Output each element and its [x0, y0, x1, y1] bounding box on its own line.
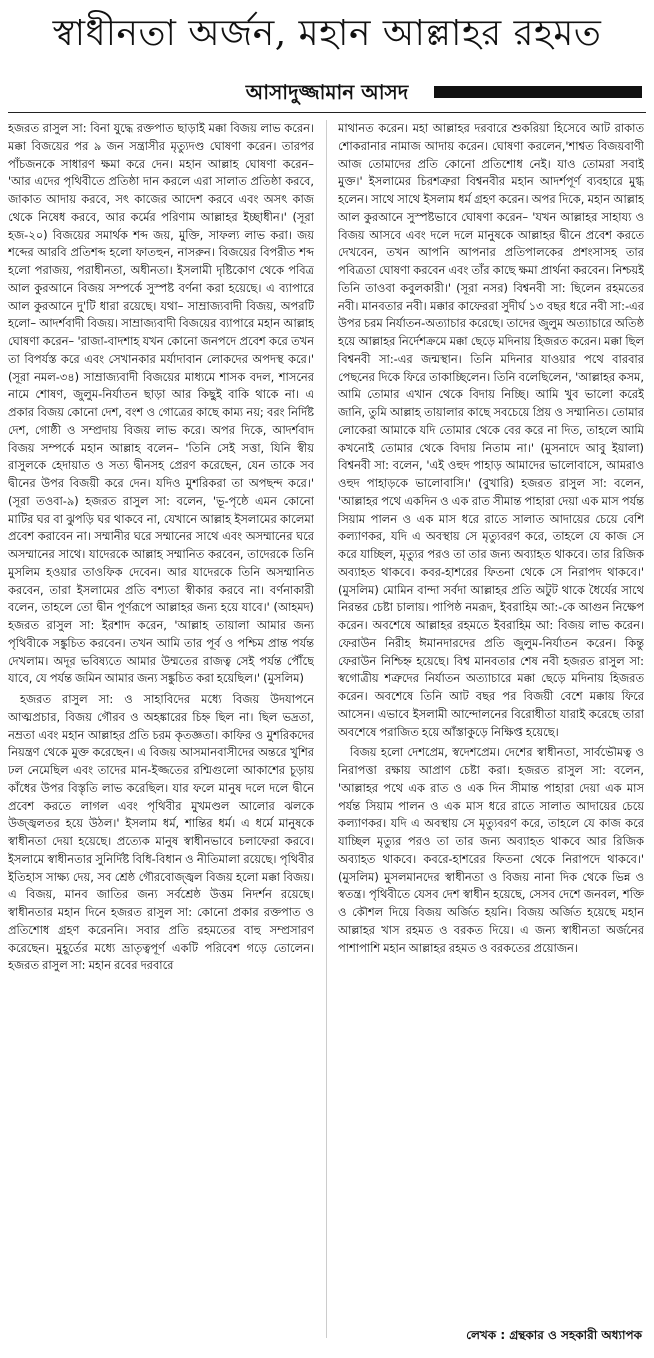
right-paragraph-1: মাথানত করেন। মহা আল্লাহর দরবারে শুকরিয়া হিসেবে আট রাকাত শোকরানার নামাজ আদায় করেন। ঘোষণা করলেন,'শাশ্বত বিজয়বাণী আজ তোমাদের প্রতি কোনো প্রতিশোধ নেই। যাও তোমরা সবাই মুক্ত।' ইসলামের চিরশত্রুরা বিশ্বনবীর মহান আদর্শপূর্ণ ব্যবহারে মুগ্ধ হলেন। সাথে সাথে ইসলাম ধর্ম গ্রহণ করেন। অপর দিকে, মহান আল্লাহ আল কুরআনে সুস্পষ্টভাবে ঘোষণা করেন– 'যখন আল্লাহর সাহায্য ও বিজয় আসবে এবং দলে দলে মানুষকে আল্লাহর দ্বীনে প্রবেশ করতে দেখবেন, তখন আপনি আপনার প্রতিপালকের প্রশংসাসহ তার পবিত্রতা ঘোষণা করবেন এবং তাঁর কাছে ক্ষমা প্রার্থনা করবেন। নিশ্চয়ই তিনি তাওবা কবুলকারী।' (সূরা নসর) বিশ্বনবী সা: ছিলেন রহমতের নবী। মানবতার নবী। মক্কার কাফেররা সুদীর্ঘ ১৩ বছর ধরে নবী সা:-এর উপর চরম নির্যাতন-অত্যাচার করেছে। তাদের জুলুম অত্যাচারে অতিষ্ঠ হয়ে আল্লাহর নির্দেশক্রমে মক্কা ছেড়ে মদিনায় হিজরত করেন। মক্কা ছিল বিশ্বনবী সা:-এর জন্মস্থান। তিনি মদিনার যাওয়ার পথে বারবার পেছনের দিকে ফিরে তাকাচ্ছিলেন। তিনি বলেছিলেন, 'আল্লাহর কসম, আমি তোমার এখান থেকে বিদায় নিচ্ছি। আমি খুব ভালো করেই জানি, তুমি আল্লাহ তায়ালার কাছে সবচেয়ে প্রিয় ও সম্মানিত। তোমার লোকেরা আমাকে যদি তোমার থেকে বের করে না দিত, তাহলে আমি কখনোই তোমার থেকে বিদায় নিতাম না।' (মুসনাদে আবু ইয়ালা) বিশ্বনবী সা: বলেন, 'এই ওহুদ পাহাড় আমাদের ভালোবাসে, আমরাও ওহুদ পাহাড়কে ভালোবাসি।' (বুখারি) হজরত রাসুল সা: বলেন, 'আল্লাহর পথে একদিন ও এক রাত সীমান্ত পাহারা দেয়া এক মাস পর্যন্ত সিয়াম পালন ও এক মাস ধরে রাতে সালাত আদায়ের চেয়ে বেশি কল্যাণকর, যদি এ অবস্থায় সে মৃত্যুবরণ করে, তাহলে যে কাজ সে করে যাচ্ছিল, মৃত্যুর পরও তা তার জন্য অব্যাহত থাকবে। তার রিজিক অব্যাহত থাকবে। কবর-হাশরের ফিতনা থেকে সে নিরাপদ থাকবে।' (মুসলিম) মোমিন বান্দা সর্বদা আল্লাহর প্রতি অটুট থাকে ধৈর্যের সাথে নিরন্তর চেষ্টা চালায়। পাপিষ্ঠ নমরূদ, ইবরাহিম আ:-কে আগুন নিক্ষেপ করেন। অবশেষে আল্লাহর রহমতে ইবরাহিম আ: বিজয় লাভ করেন। ফেরাউন নিরীহ ঈমানদারদের প্রতি জুলুম-নির্যাতন করেন। কিন্তু ফেরাউন নিশ্চিহ্ন হয়েছে। বিশ্ব মানবতার শেষ নবী হজরত রাসুল সা: স্বগোত্রীয় শত্রুদের নির্যাতন অত্যাচারে মক্কা ছেড়ে মদিনায় হিজরত করেন। অবশেষে তিনি আট বছর পর বিজয়ী বেশে মক্কায় ফিরে আসেন। এভাবে ইসলামী আন্দোলনের বিরোধীতা যারাই করেছে তারা অবশেষে পরাজিত হয়ে আঁস্তাকুড়ে নিক্ষিপ্ত হয়েছে।	[338, 121, 644, 739]
left-paragraph-1: হজরত রাসুল সা: বিনা যুদ্ধে রক্তপাত ছাড়াই মক্কা বিজয় লাভ করেন। মক্কা বিজয়ের পর ৯ জন সন্ত্রাসীর মৃত্যুদণ্ড ঘোষণা করেন। তারপর পাঁচজনকে সাধারণ ক্ষমা করে দেন। মহান আল্লাহ ঘোষণা করেন– 'আর এদের পৃথিবীতে প্রতিষ্ঠা দান করলে এরা সালাত প্রতিষ্ঠা করবে, জাকাত আদায় করবে, সৎ কাজের আদেশ করবে এবং অসৎ কাজ থেকে নিষেধ করবে, আর কর্মের পরিণাম আল্লাহর ইচ্ছাধীন।' (সূরা হজ-২০) বিজয়ের সমার্থক শব্দ জয়, মুক্তি, সাফল্য লাভ করা। জয় শব্দের আরবি প্রতিশব্দ হলো ফাতহুন, নাসরুন। বিজয়ের বিপরীত শব্দ হলো পরাজয়, পরাধীনতা, অধীনতা। ইসলামী দৃষ্টিকোণ থেকে পবিত্র আল কুরআনে বিজয় সম্পর্কে সুস্পষ্ট বর্ণনা করা হয়েছে। এ ব্যাপারে আল কুরআনে দু'টি ধারা রয়েছে। যথা– সাম্রাজ্যবাদী বিজয়, অপরটি হলো– আদর্শবাদী বিজয়। সাম্রাজ্যবাদী বিজয়ের ব্যাপারে মহান আল্লাহ ঘোষণা করেন– 'রাজা-বাদশাহ যখন কোনো জনপদে প্রবেশ করে তখন তা বিপর্যস্ত করে এবং সেখানকার মর্যাদাবান লোকদের অপদস্থ করে।' (সূরা নমল-৩৪) সাম্রাজ্যবাদী বিজয়ের মাধ্যমে শাসক বদল, শাসনের নামে শোষণ, জুলুম-নির্যাতন ছাড়া আর কিছুই বাকি থাকে না। এ প্রকার বিজয় কোনো দেশ, বংশ ও গোত্রের কাছে কাম্য নয়; বরং নির্দিষ্ট দেশ, গোষ্ঠী ও সম্প্রদায় বিজয় লাভ করে। অপর দিকে, আদর্শবাদ বিজয় সম্পর্কে মহান আল্লাহ বলেন– 'তিনি সেই সত্তা, যিনি স্বীয় রাসুলকে হেদায়াত ও সত্য দ্বীনসহ প্রেরণ করেছেন, যেন তাকে সব দ্বীনের উপর বিজয়ী করে দেন। যদিও মুশরিকরা তা অপছন্দ করে।' (সূরা তওবা-৯) হজরত রাসুল সা: বলেন, 'ভূ-পৃষ্ঠে এমন কোনো মাটির ঘর বা ঝুপড়ি ঘর থাকবে না, যেখানে আল্লাহ ইসলামের কালেমা প্রবেশ করাবেন না। সম্মানীর ঘরে সম্মানের সাথে এবং অসম্মানের ঘরে অসম্মানের সাথে। যাদেরকে আল্লাহ সম্মানিত করবেন, তাদেরকে তিনি মুসলিম হওয়ার তাওফিক দেবেন। আর যাদেরকে তিনি অসম্মানিত করবেন, তারা ইসলামের প্রতি বশ্যতা স্বীকার করবে না। বর্ণনাকারী বলেন, তাহলে তো দ্বীন পূর্ণরূপে আল্লাহর জন্য হয়ে যাবে।' (আহমদ) হজরত রাসুল সা: ইরশাদ করেন, 'আল্লাহ তায়ালা আমার জন্য পৃথিবীকে সঙ্কুচিত করবেন। তখন আমি তার পূর্ব ও পশ্চিম প্রান্ত পর্যন্ত দেখলাম। অদূর ভবিষ্যতে আমার উম্মতের রাজত্ব সেই পর্যন্ত পৌঁছে যাবে, যে পর্যন্ত জমিন আমার জন্য সঙ্কুচিত করা হয়েছিল।' (মুসলিম)	[8, 121, 314, 686]
left-paragraph-2: হজরত রাসুল সা: ও সাহাবিদের মধ্যে বিজয় উদযাপনে আত্মপ্রচার, বিজয় গৌরব ও অহঙ্কারের চিহ্ন ছিল না। ছিল ভদ্রতা, নম্রতা এবং মহান আল্লাহর প্রতি চরম কৃতজ্ঞতা। কাফির ও মুশরিকদের নিয়ন্ত্রণ থেকে মুক্ত করেছেন। এ বিজয় আসমানবাসীদের অন্তরে খুশির ঢল নেমেছিল এবং তাদের মান-ইজ্জতের রশ্মিগুলো আকাশের চূড়ায় কাঁধের উপর বিস্তৃতি লাভ করেছিল। যার ফলে মানুষ দলে দলে দ্বীনে প্রবেশ করতে লাগল এবং পৃথিবীর মুখমণ্ডল আলোর ঝলকে উজ্জ্বলতর হয়ে উঠল।' ইসলাম ধর্ম, শান্তির ধর্ম। এ ধর্মে মানুষকে স্বাধীনতা দেয়া হয়েছে। প্রত্যেক মানুষ স্বাধীনভাবে চলাফেরা করবে। ইসলামে স্বাধীনতার সুনির্দিষ্ট বিধি-বিধান ও নীতিমালা রয়েছে। পৃথিবীর ইতিহাস সাক্ষ্য দেয়, সব শ্রেষ্ঠ গৌরবোজ্জ্বল বিজয় হলো মক্কা বিজয়। এ বিজয়, মানব জাতির জন্য সর্বশ্রেষ্ঠ উত্তম নিদর্শন রয়েছে। স্বাধীনতার মহান দিনে হজরত রাসুল সা: কোনো প্রকার রক্তপাত ও প্রতিশোধ গ্রহণ করেননি। সবার প্রতি রহমতের বাহু সম্প্রসারণ করেছেন। মুহূর্তের মধ্যে ভ্রাতৃত্বপূর্ণ একটি পরিবেশ গড়ে তোলেন। হজরত রাসুল সা: মহান রবের দরবারে	[8, 692, 314, 973]
right-column	[338, 120, 644, 1338]
left-column	[8, 120, 314, 1338]
author-credit: লেখক : গ্রন্থকার ও সহকারী অধ্যাপক	[466, 1328, 642, 1342]
byline-wrap	[0, 80, 654, 110]
author-byline: আসাদুজ্জামান আসদ	[245, 80, 409, 104]
column-divider	[326, 120, 327, 1338]
header-rule	[8, 112, 646, 113]
article-headline: স্বাধীনতা অর্জন, মহান আল্লাহর রহমত	[52, 13, 602, 54]
right-paragraph-2: বিজয় হলো দেশপ্রেম, স্বদেশপ্রেম। দেশের স্বাধীনতা, সার্বভৌমত্ব ও নিরাপত্তা রক্ষায় আপ্রাণ চেষ্টা করা। হজরত রাসুল সা: বলেন, 'আল্লাহর পথে এক রাত ও এক দিন সীমান্ত পাহারা দেয়া এক মাস পর্যন্ত সিয়াম পালন ও এক মাস ধরে রাতে সালাত আদায়ের চেয়ে কল্যাণকর। যদি এ অবস্থায় সে মৃত্যুবরণ করে, তাহলে যে কাজ করে যাচ্ছিল মৃত্যুর পরও তা তার জন্য অব্যাহত থাকবে আর রিজিক অব্যাহত থাকবে। কবরে-হাশরের ফিতনা থেকে নিরাপদে থাকবে।' (মুসলিম) মুসলমানদের স্বাধীনতা ও বিজয় নানা দিক থেকে ভিন্ন ও স্বতন্ত্র। পৃথিবীতে যেসব দেশ স্বাধীন হয়েছে, সেসব দেশে জনবল, শক্তি ও কৌশল দিয়ে বিজয় অর্জিত হয়নি। বিজয় অর্জিত হয়েছে মহান আল্লাহর খাস রহমত ও বরকত দিয়ে। এ জন্য স্বাধীনতা অর্জনের পাশাপাশি মহান আল্লাহর রহমত ও বরকতের প্রয়োজন।	[338, 745, 644, 955]
